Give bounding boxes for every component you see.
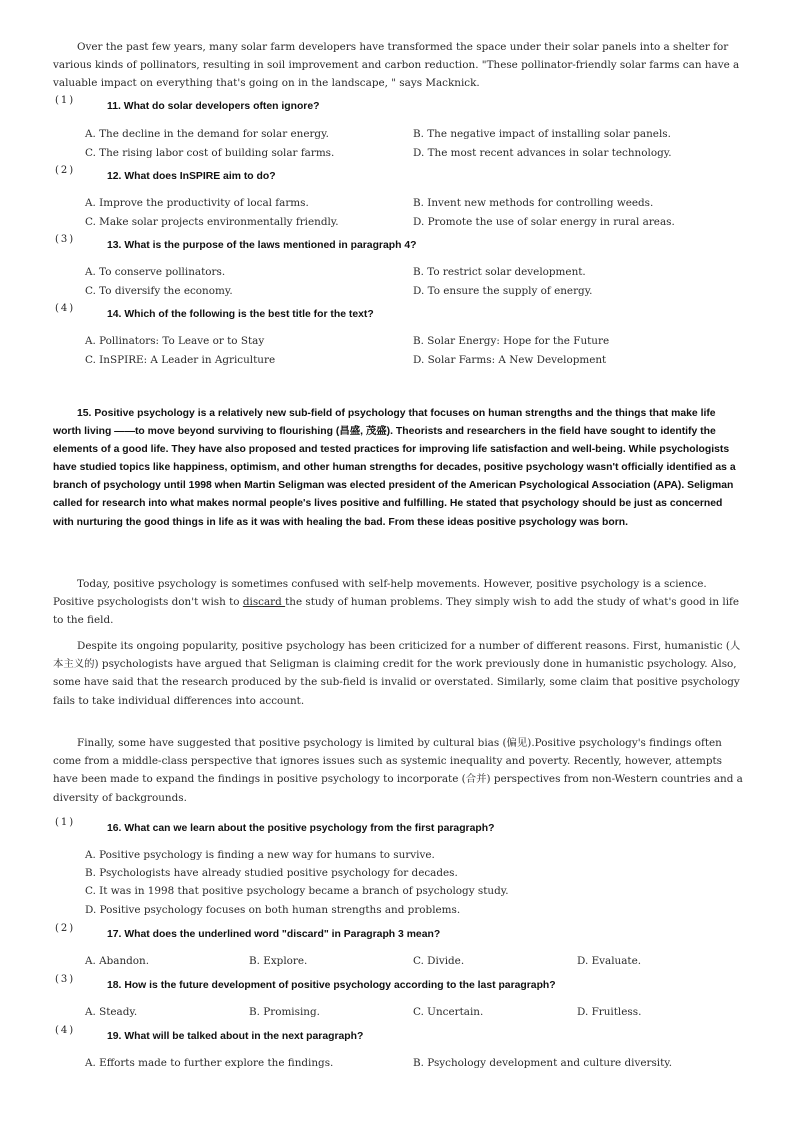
option-b[interactable]: B. Psychology development and culture diversity. [413, 1057, 673, 1069]
option-d[interactable]: D. To ensure the supply of energy. [413, 285, 593, 297]
question-number: (4) [55, 1025, 76, 1036]
passage2-paragraph-1: 15. Positive psychology is a relatively new sub-field of psychology that focuses on human strengths and the things that make life worth living ——to move beyond surviving to flourishing (昌盛, 茂盛). Theorists and researchers in the field have sought to identify the elements of a good life. They have also proposed and tested practices for improving life satisfaction and well-being. While psychologists have studied topics like happiness, optimism, and other human strengths for decades, positive psychology wasn't officially identified as a branch of psychology until 1998 when Martin Seligman was elected president of the American Psychological Association (APA). Seligman called for research into what makes normal people's lives positive and fulfilling. He stated that psychology should be just as concerned with nurturing the good things in life as it was with healing the bad. From these ideas positive psychology was born. [53, 408, 736, 528]
question-11 [53, 95, 743, 121]
question-number: (3) [55, 974, 76, 985]
question-number: (1) [55, 95, 76, 106]
passage2-paragraph-3: Despite its ongoing popularity, positive psychology has been criticized for a number of different reasons. First, humanistic (人本主义的) psychologists have argued that Seligman is claiming credit for the work previously done in humanistic psychology. Also, some have said that the research produced by the sub-field is invalid or overstated. Similarly, some claim that positive psychology fails to take individual differences into account. [53, 640, 741, 707]
option-a[interactable]: A. Steady. [85, 1006, 138, 1018]
question-14 [53, 303, 743, 329]
option-b[interactable]: B. Explore. [249, 955, 308, 967]
question-18 [53, 974, 743, 1000]
option-b[interactable]: B. Promising. [249, 1006, 320, 1018]
question-19 [53, 1025, 743, 1051]
paragraph-text: Today, positive psychology is sometimes confused with self-help movements. However, positive psychology is a science. Positive psychologists don't wish to [53, 578, 707, 609]
option-d[interactable]: D. Solar Farms: A New Development [413, 354, 607, 366]
question-number: (4) [55, 303, 76, 314]
question-12 [53, 165, 743, 191]
option-a[interactable]: A. Abandon. [85, 955, 150, 967]
question-number: (2) [55, 923, 76, 934]
question-17 [53, 923, 743, 949]
passage2-paragraph-2 [53, 575, 743, 630]
option-a[interactable]: A. Positive psychology is finding a new way for humans to survive. [85, 849, 435, 861]
option-a[interactable]: A. Improve the productivity of local farms. [85, 197, 309, 209]
option-b[interactable]: B. Invent new methods for controlling weeds. [413, 197, 654, 209]
question-stem: 13. What is the purpose of the laws mentioned in paragraph 4? [107, 240, 417, 251]
question-stem: 17. What does the underlined word "discard" in Paragraph 3 mean? [107, 929, 441, 940]
option-b[interactable]: B. Solar Energy: Hope for the Future [413, 335, 610, 347]
option-d[interactable]: D. Positive psychology focuses on both human strengths and problems. [85, 904, 461, 916]
option-a[interactable]: A. Efforts made to further explore the findings. [85, 1057, 334, 1069]
paragraph-text: the study of human problems. They simply wish to add the study of what's good in life to the field. [53, 596, 740, 627]
option-c[interactable]: C. It was in 1998 that positive psychology became a branch of psychology study. [85, 885, 509, 897]
option-c[interactable]: C. The rising labor cost of building solar farms. [85, 147, 335, 159]
question-16 [53, 817, 743, 843]
option-a[interactable]: A. Pollinators: To Leave or to Stay [85, 335, 265, 347]
option-c[interactable]: C. Uncertain. [413, 1006, 484, 1018]
question-stem: 18. How is the future development of positive psychology according to the last paragraph? [107, 980, 556, 991]
question-13 [53, 234, 743, 260]
option-d[interactable]: D. The most recent advances in solar technology. [413, 147, 672, 159]
question-stem: 11. What do solar developers often ignore? [107, 101, 320, 112]
question-number: (3) [55, 234, 76, 245]
question-number: (1) [55, 817, 76, 828]
option-d[interactable]: D. Promote the use of solar energy in rural areas. [413, 216, 675, 228]
option-a[interactable]: A. To conserve pollinators. [85, 266, 226, 278]
question-stem: 19. What will be talked about in the next paragraph? [107, 1031, 364, 1042]
passage2-paragraph-4: Finally, some have suggested that positive psychology is limited by cultural bias (偏见).Positive psychology's findings often come from a middle-class perspective that ignores issues such as systemic inequality and poverty. Recently, however, attempts have been made to expand the findings in positive psychology to incorporate (合并) perspectives from non-Western countries and a diversity of backgrounds. [53, 737, 743, 804]
option-d[interactable]: D. Evaluate. [577, 955, 642, 967]
passage1-paragraph: Over the past few years, many solar farm developers have transformed the space under their solar panels into a shelter for various kinds of pollinators, resulting in soil improvement and carbon reduction. "These pollinator-friendly solar farms can have a valuable impact on everything that's going on in the landscape, " says Macknick. [53, 41, 740, 90]
option-c[interactable]: C. InSPIRE: A Leader in Agriculture [85, 354, 276, 366]
option-c[interactable]: C. Make solar projects environmentally friendly. [85, 216, 339, 228]
option-c[interactable]: C. To diversify the economy. [85, 285, 233, 297]
question-number: (2) [55, 165, 76, 176]
underlined-word-discard: discard [242, 596, 286, 609]
option-a[interactable]: A. The decline in the demand for solar energy. [85, 128, 329, 140]
option-b[interactable]: B. To restrict solar development. [413, 266, 586, 278]
option-b[interactable]: B. Psychologists have already studied positive psychology for decades. [85, 867, 458, 879]
question-stem: 12. What does InSPIRE aim to do? [107, 171, 276, 182]
option-d[interactable]: D. Fruitless. [577, 1006, 642, 1018]
option-c[interactable]: C. Divide. [413, 955, 465, 967]
question-stem: 16. What can we learn about the positive psychology from the first paragraph? [107, 823, 495, 834]
option-b[interactable]: B. The negative impact of installing solar panels. [413, 128, 671, 140]
question-stem: 14. Which of the following is the best title for the text? [107, 309, 374, 320]
